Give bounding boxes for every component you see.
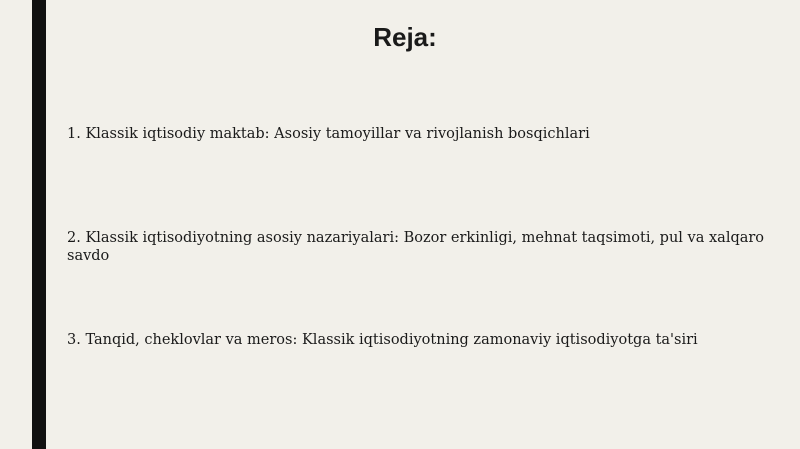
- slide-title: Reja:: [373, 22, 437, 52]
- slide-accent-bar: [32, 0, 46, 449]
- plan-item-3: 3. Tanqid, cheklovlar va meros: Klassik iqtisodiyotning zamonaviy iqtisodiyotga ta'siri: [67, 332, 698, 348]
- plan-item-1: 1. Klassik iqtisodiy maktab: Asosiy tamoyillar va rivojlanish bosqichlari: [67, 126, 590, 142]
- plan-item-2: 2. Klassik iqtisodiyotning asosiy nazariyalari: Bozor erkinligi, mehnat taqsimoti, pul va xalqaro savdo: [67, 230, 765, 264]
